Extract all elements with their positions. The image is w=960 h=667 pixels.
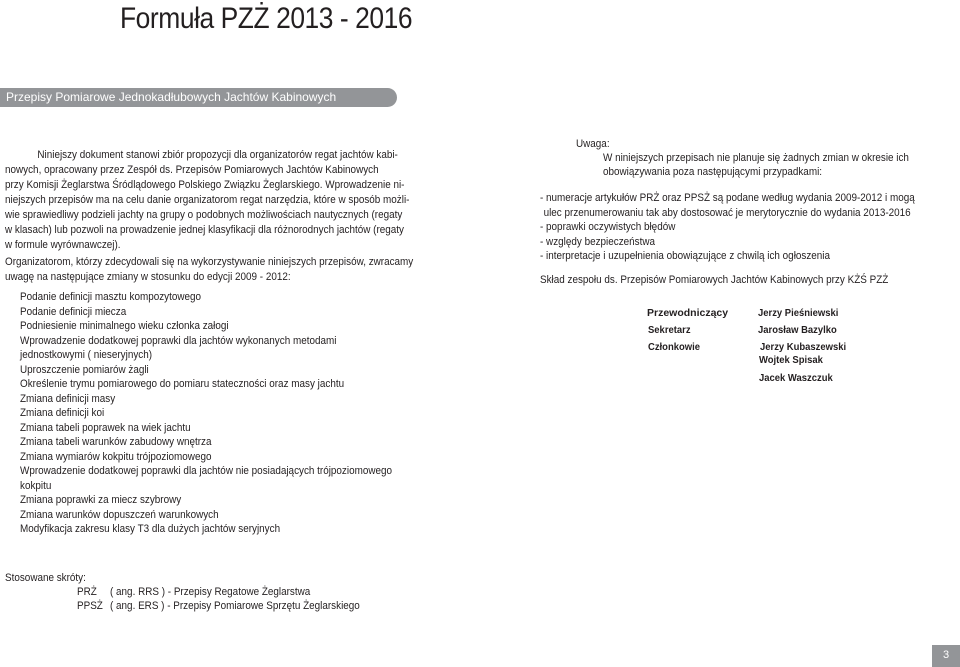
list-item: kokpitu — [20, 479, 52, 492]
member-name: Jacek Waszczuk — [759, 372, 833, 384]
member-name: Jerzy Kubaszewski — [760, 341, 847, 353]
intro-line: niejszych przepisów ma na celu danie organizatorom regat narzędzia, które w sposób możli- — [5, 194, 410, 206]
organizers-paragraph — [5, 255, 413, 285]
list-item: - interpretacje i uzupełnienia obowiązujące z chwilą ich ogłoszenia — [540, 250, 831, 262]
team-heading: Skład zespołu ds. Przepisów Pomiarowych Jachtów Kabinowych przy KŻŚ PZŻ — [540, 274, 889, 286]
list-item: Zmiana tabeli poprawek na wiek jachtu — [20, 421, 191, 434]
list-item: Zmiana definicji masy — [20, 392, 116, 405]
abbr-desc: ( ang. RRS ) - Przepisy Regatowe Żeglarstwa — [110, 586, 311, 598]
note-block — [576, 137, 909, 179]
note-label: Uwaga: — [576, 138, 610, 150]
note-line: obowiązywania poza następującymi przypadkami: — [603, 166, 823, 178]
intro-line: w klasach) lub pozwoli na prowadzenie jednej klasyfikacji dla różnorodnych jachtów (regaty — [5, 224, 404, 236]
list-item: Zmiana tabeli warunków zabudowy wnętrza — [20, 436, 212, 448]
intro-line: Niniejszy dokument stanowi zbiór propozycji dla organizatorów regat jachtów kabi- — [37, 149, 398, 161]
list-item: Podniesienie minimalnego wieku członka załogi — [20, 320, 229, 332]
abbr-term: PPSŻ — [77, 600, 103, 612]
chair-role: Przewodniczący — [647, 307, 729, 319]
abbr-term: PRŻ — [77, 586, 97, 598]
section-banner — [0, 88, 397, 107]
intro-line: w formule wyrównawczej). — [5, 239, 121, 251]
chair-name: Jerzy Pieśniewski — [758, 307, 839, 319]
list-item: - numeracje artykułów PRŻ oraz PPSŻ są podane według wydania 2009-2012 i mogą — [540, 192, 915, 204]
changes-list — [20, 290, 392, 537]
list-item: Zmiana wymiarów kokpitu trójpoziomowego — [20, 450, 212, 463]
abbreviations-label: Stosowane skróty: — [5, 572, 86, 584]
cases-list — [540, 191, 915, 264]
organizers-line: uwagę na następujące zmiany w stosunku do edycji 2009 - 2012: — [5, 271, 291, 283]
page-number: 3 — [942, 649, 950, 661]
intro-line: nowych, opracowany przez Zespół ds. Przepisów Pomiarowych Jachtów Kabinowych — [5, 164, 379, 176]
members-role: Członkowie — [648, 341, 700, 353]
list-item: ulec przenumerowaniu tak aby dostosować je merytorycznie do wydania 2013-2016 — [543, 206, 911, 219]
list-item: Modyfikacja zakresu klasy T3 dla dużych jachtów seryjnych — [20, 523, 281, 535]
abbr-desc: ( ang. ERS ) - Przepisy Pomiarowe Sprzętu Żeglarskiego — [110, 600, 360, 612]
list-item: Podanie definicji miecza — [20, 305, 127, 318]
list-item: Podanie definicji masztu kompozytowego — [20, 291, 202, 303]
page-title: Formuła PZŻ 2013 - 2016 — [120, 2, 413, 35]
member-name: Wojtek Spisak — [759, 354, 823, 366]
intro-line: wie sprawiedliwy podzieli jachty na grupy o podobnych możliwościach nautycznych (regaty — [5, 209, 403, 221]
list-item: Określenie trymu pomiarowego do pomiaru stateczności oraz masy jachtu — [20, 378, 345, 390]
list-item: - poprawki oczywistych błędów — [540, 221, 676, 233]
list-item: Wprowadzenie dodatkowej poprawki dla jachtów wykonanych metodami — [20, 334, 337, 347]
secretary-name: Jarosław Bazylko — [758, 324, 837, 336]
organizers-line: Organizatorom, którzy zdecydowali się na wykorzystywanie niniejszych przepisów, zwracamy — [5, 256, 414, 268]
intro-paragraph — [5, 148, 409, 253]
list-item: jednostkowymi ( nieseryjnych) — [20, 349, 153, 361]
list-item: Uproszczenie pomiarów żagli — [20, 363, 149, 376]
list-item: Wprowadzenie dodatkowej poprawki dla jachtów nie posiadających trójpoziomowego — [20, 465, 393, 477]
secretary-role: Sekretarz — [648, 324, 691, 336]
section-banner-label: Przepisy Pomiarowe Jednokadłubowych Jachtów Kabinowych — [6, 90, 337, 104]
note-line: W niniejszych przepisach nie planuje się żadnych zmian w okresie ich — [603, 152, 909, 164]
list-item: - względy bezpieczeństwa — [540, 235, 656, 248]
list-item: Zmiana warunków dopuszczeń warunkowych — [20, 508, 219, 521]
page-number-badge — [932, 645, 960, 667]
intro-line: przy Komisji Żeglarstwa Śródlądowego Polskiego Związku Żeglarskiego. Wprowadzenie ni- — [5, 179, 405, 191]
list-item: Zmiana poprawki za miecz szybrowy — [20, 494, 182, 506]
list-item: Zmiana definicji koi — [20, 407, 105, 419]
